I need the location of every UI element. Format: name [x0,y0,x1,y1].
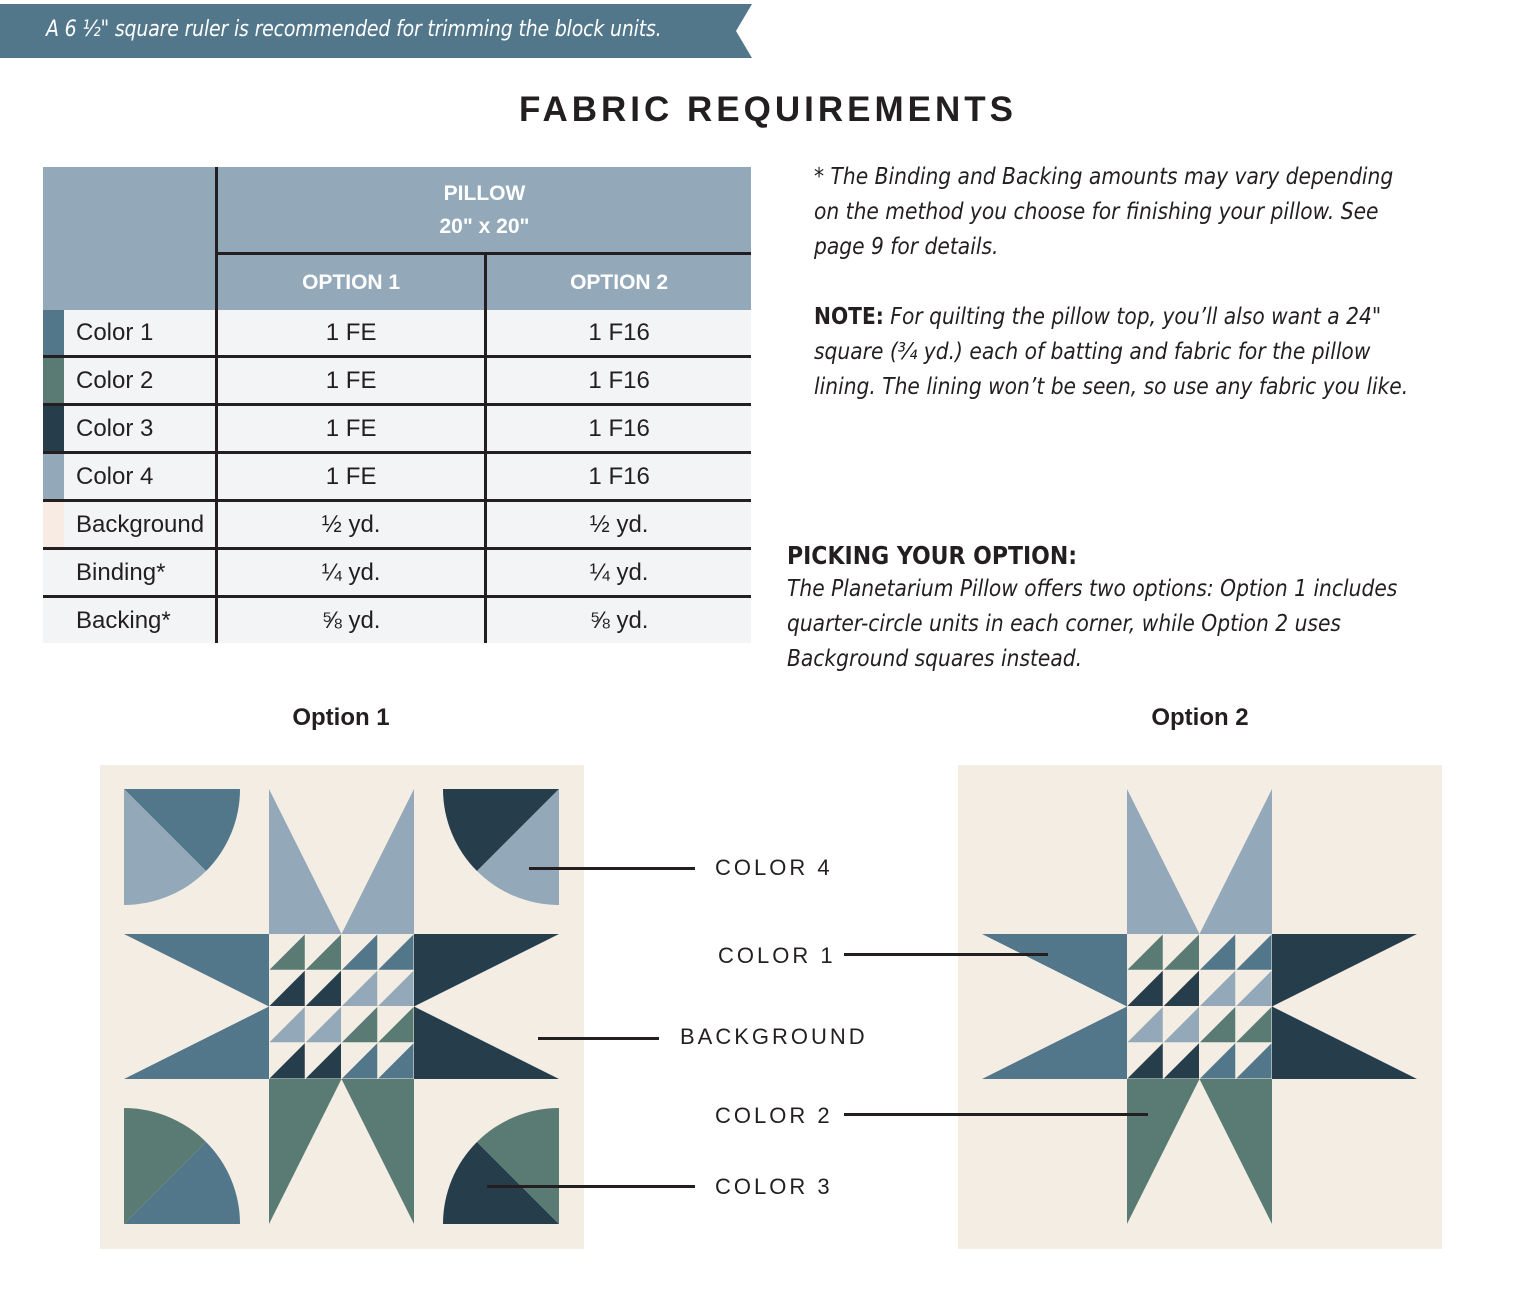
column-header-option-2: OPTION 2 [486,254,751,311]
option-1-amount: 1 FE [217,405,486,453]
note-label: NOTE: [814,304,884,330]
table-row [43,405,751,453]
picking-text: The Planetarium Pillow offers two options: Option 1 includes quarter-circle units in each corner, while Option 2 uses Background squares instead. [787,576,1398,672]
color-swatch [43,406,64,451]
fabric-name: Background [76,510,205,538]
option-2-label: Option 2 [1151,704,1249,731]
option-2-amount: 1 F16 [486,357,751,405]
note-text: For quilting the pillow top, you’ll also want a 24" square (¾ yd.) each of batting and fabric for the pillow lining. The lining won’t be seen, so use any fabric you like. [814,304,1409,400]
fabric-name-cell [43,357,217,405]
callout-color-1: COLOR 1 [718,943,836,968]
table-row [43,501,751,549]
fabric-name: Color 3 [76,414,154,442]
callout-line-color-1 [844,953,1048,956]
option-1-amount: ⅝ yd. [217,597,486,644]
fabric-name-cell [43,405,217,453]
option-2-amount: 1 F16 [486,405,751,453]
pillow-header [217,167,752,254]
option-2-amount: ⅝ yd. [486,597,751,644]
fabric-name-cell [43,310,217,357]
callout-color-3: COLOR 3 [715,1174,833,1199]
option-1-label: Option 1 [292,704,390,731]
option-2-amount: 1 F16 [486,310,751,357]
color-swatch [43,502,64,547]
picking-option-section [787,540,1456,677]
color-swatch [43,358,64,403]
tip-banner [0,4,752,58]
color-swatch [43,310,64,355]
table-row [43,597,751,644]
option-2-block-diagram [958,765,1442,1249]
callout-line-color-2 [844,1113,1148,1116]
option-1-amount: 1 FE [217,453,486,501]
option-2-amount: ½ yd. [486,501,751,549]
fabric-name-cell [43,501,217,549]
color-swatch [43,454,64,499]
banner-text: A 6 ½" square ruler is recommended for trimming the block units. [46,17,662,42]
picking-heading: PICKING YOUR OPTION: [787,541,1078,570]
callout-line-background [538,1037,659,1040]
fabric-name-cell [43,549,217,597]
fabric-name-cell [43,597,217,644]
callout-color-2: COLOR 2 [715,1103,833,1128]
option-2-amount: 1 F16 [486,453,751,501]
column-header-option-1: OPTION 1 [217,254,486,311]
fabric-name: Color 1 [76,318,154,346]
fabric-requirements-table [43,167,751,643]
option-1-amount: ½ yd. [217,501,486,549]
option-1-block-diagram [100,765,584,1249]
fabric-name: Color 4 [76,462,154,490]
option-1-amount: ¼ yd. [217,549,486,597]
table-row [43,357,751,405]
fabric-name: Backing* [76,606,171,634]
option-1-amount: 1 FE [217,310,486,357]
option-2-amount: ¼ yd. [486,549,751,597]
table-row [43,453,751,501]
fabric-name: Binding* [76,558,166,586]
pillow-header-label: PILLOW [443,181,526,205]
quilting-note [814,300,1412,405]
notes-section [814,160,1412,440]
asterisk-note: * The Binding and Backing amounts may vary depending on the method you choose for finishing your pillow. See page 9 for details. [814,164,1394,260]
callout-line-color-4 [529,867,695,870]
callout-line-color-3 [487,1185,695,1188]
table-row [43,549,751,597]
callout-background: BACKGROUND [680,1024,868,1049]
table-corner-header [43,167,217,310]
table-row [43,310,751,357]
option-1-amount: 1 FE [217,357,486,405]
fabric-name-cell [43,453,217,501]
pillow-size-label: 20" x 20" [439,214,530,238]
fabric-name: Color 2 [76,366,154,394]
callout-color-4: COLOR 4 [715,855,833,880]
page-title: FABRIC REQUIREMENTS [519,90,1017,129]
